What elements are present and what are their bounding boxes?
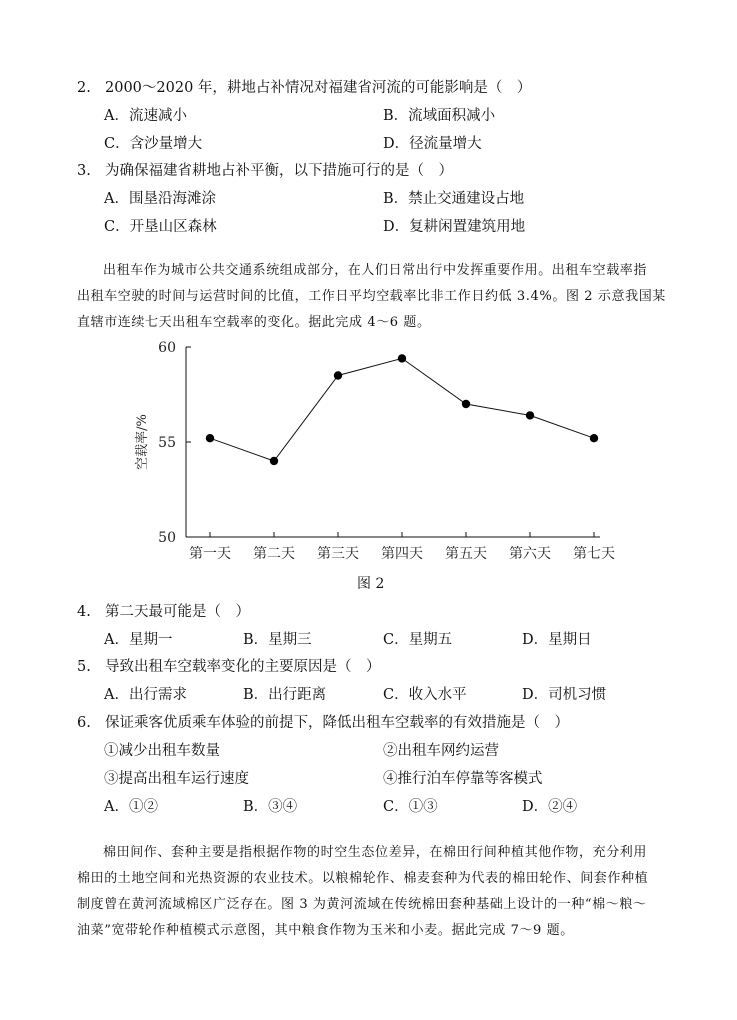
x-tick-label: 第三天: [317, 546, 359, 562]
data-point: [462, 400, 470, 408]
y-axis-label: 空载率/%: [135, 414, 150, 470]
question-text: 第二天最可能是（ ）: [105, 604, 250, 620]
q6-item-1: ①减少出租车数量: [104, 743, 220, 759]
x-tick-label: 第六天: [509, 546, 551, 562]
q3-option-b[interactable]: B．禁止交通建设占地: [383, 191, 525, 207]
q6-option-d[interactable]: D．②④: [522, 799, 578, 815]
q4-option-b[interactable]: B．星期三: [243, 632, 312, 648]
q6-option-b[interactable]: B．③④: [243, 799, 298, 815]
question-text: 2000～2020 年，耕地占补情况对福建省河流的可能影响是（ ）: [105, 80, 532, 96]
data-point: [398, 354, 406, 362]
y-tick-label: 55: [158, 435, 176, 451]
x-tick-label: 第七天: [573, 546, 615, 562]
passage-line: 出租车空驶的时间与运营时间的比值，工作日平均空载率比非工作日约低 3.4%。图 2 示意我国某: [77, 289, 666, 304]
q6-item-4: ④推行泊车停靠等客模式: [383, 771, 543, 787]
q5-option-c[interactable]: C．收入水平: [383, 687, 467, 703]
question-number: 3.: [77, 163, 91, 179]
q3-option-d[interactable]: D．复耕闲置建筑用地: [383, 219, 526, 235]
passage-line: 直辖市连续七天出租车空载率的变化。据此完成 4～6 题。: [77, 315, 431, 330]
q6-option-c[interactable]: C．①③: [383, 799, 438, 815]
data-point: [334, 371, 342, 379]
q4-option-d[interactable]: D．星期日: [522, 632, 592, 648]
passage-line: 制度曾在黄河流域棉区广泛存在。图 3 为黄河流域在传统棉田套种基础上设计的一种“棉～粮～: [77, 897, 647, 912]
taxi-vacancy-line-chart: [120, 335, 620, 565]
q5-option-a[interactable]: A．出行需求: [104, 687, 187, 703]
q3-option-a[interactable]: A．围垦沿海滩涂: [104, 191, 216, 207]
question-5-stem: [77, 655, 381, 676]
q5-option-d[interactable]: D．司机习惯: [522, 687, 607, 703]
question-3-stem: [77, 159, 453, 180]
figure-caption: 图 2: [357, 576, 385, 592]
passage-line: 出租车作为城市公共交通系统组成部分，在人们日常出行中发挥重要作用。出租车空载率指: [103, 263, 648, 278]
passage-line: 油菜”宽带轮作种植模式示意图，其中粮食作物为玉米和小麦。据此完成 7～9 题。: [77, 923, 574, 938]
data-point: [590, 434, 598, 442]
question-text: 导致出租车空载率变化的主要原因是（ ）: [105, 659, 381, 675]
x-tick-label: 第一天: [189, 546, 231, 562]
question-number: 2.: [77, 80, 91, 96]
question-number: 6.: [77, 715, 91, 731]
passage-cotton: [77, 840, 717, 944]
x-tick-label: 第四天: [381, 546, 423, 562]
q4-option-a[interactable]: A．星期一: [104, 632, 173, 648]
question-number: 5.: [77, 659, 91, 675]
question-number: 4.: [77, 604, 91, 620]
passage-line: 棉田间作、套种主要是指根据作物的时空生态位差异，在棉田行间种植其他作物，充分利用: [103, 845, 648, 860]
data-point: [206, 434, 214, 442]
x-tick-label: 第二天: [253, 546, 295, 562]
question-2-stem: [77, 76, 531, 97]
q2-option-a[interactable]: A．流速减小: [104, 108, 187, 124]
q2-option-c[interactable]: C．含沙量增大: [104, 136, 203, 152]
passage-line: 棉田的土地空间和光热资源的农业技术。以粮棉轮作、棉麦套种为代表的棉田轮作、间套作种植: [77, 871, 649, 886]
data-point: [526, 411, 534, 419]
series-line: [210, 358, 594, 461]
q6-item-2: ②出租车网约运营: [383, 743, 499, 759]
q6-option-a[interactable]: A．①②: [104, 799, 158, 815]
question-4-stem: [77, 600, 250, 621]
passage-taxi: [77, 258, 717, 336]
y-tick-label: 50: [158, 530, 176, 546]
q2-option-b[interactable]: B．流域面积减小: [383, 108, 496, 124]
x-tick-label: 第五天: [445, 546, 487, 562]
question-text: 保证乘客优质乘车体验的前提下，降低出租车空载率的有效措施是（ ）: [105, 715, 569, 731]
question-6-stem: [77, 711, 569, 732]
q3-option-c[interactable]: C．开垦山区森林: [104, 219, 217, 235]
q5-option-b[interactable]: B．出行距离: [243, 687, 327, 703]
q2-option-d[interactable]: D．径流量增大: [383, 136, 482, 152]
q6-item-3: ③提高出租车运行速度: [104, 771, 249, 787]
y-tick-label: 60: [158, 340, 176, 356]
question-text: 为确保福建省耕地占补平衡，以下措施可行的是（ ）: [105, 163, 453, 179]
q4-option-c[interactable]: C．星期五: [383, 632, 453, 648]
data-point: [270, 457, 278, 465]
